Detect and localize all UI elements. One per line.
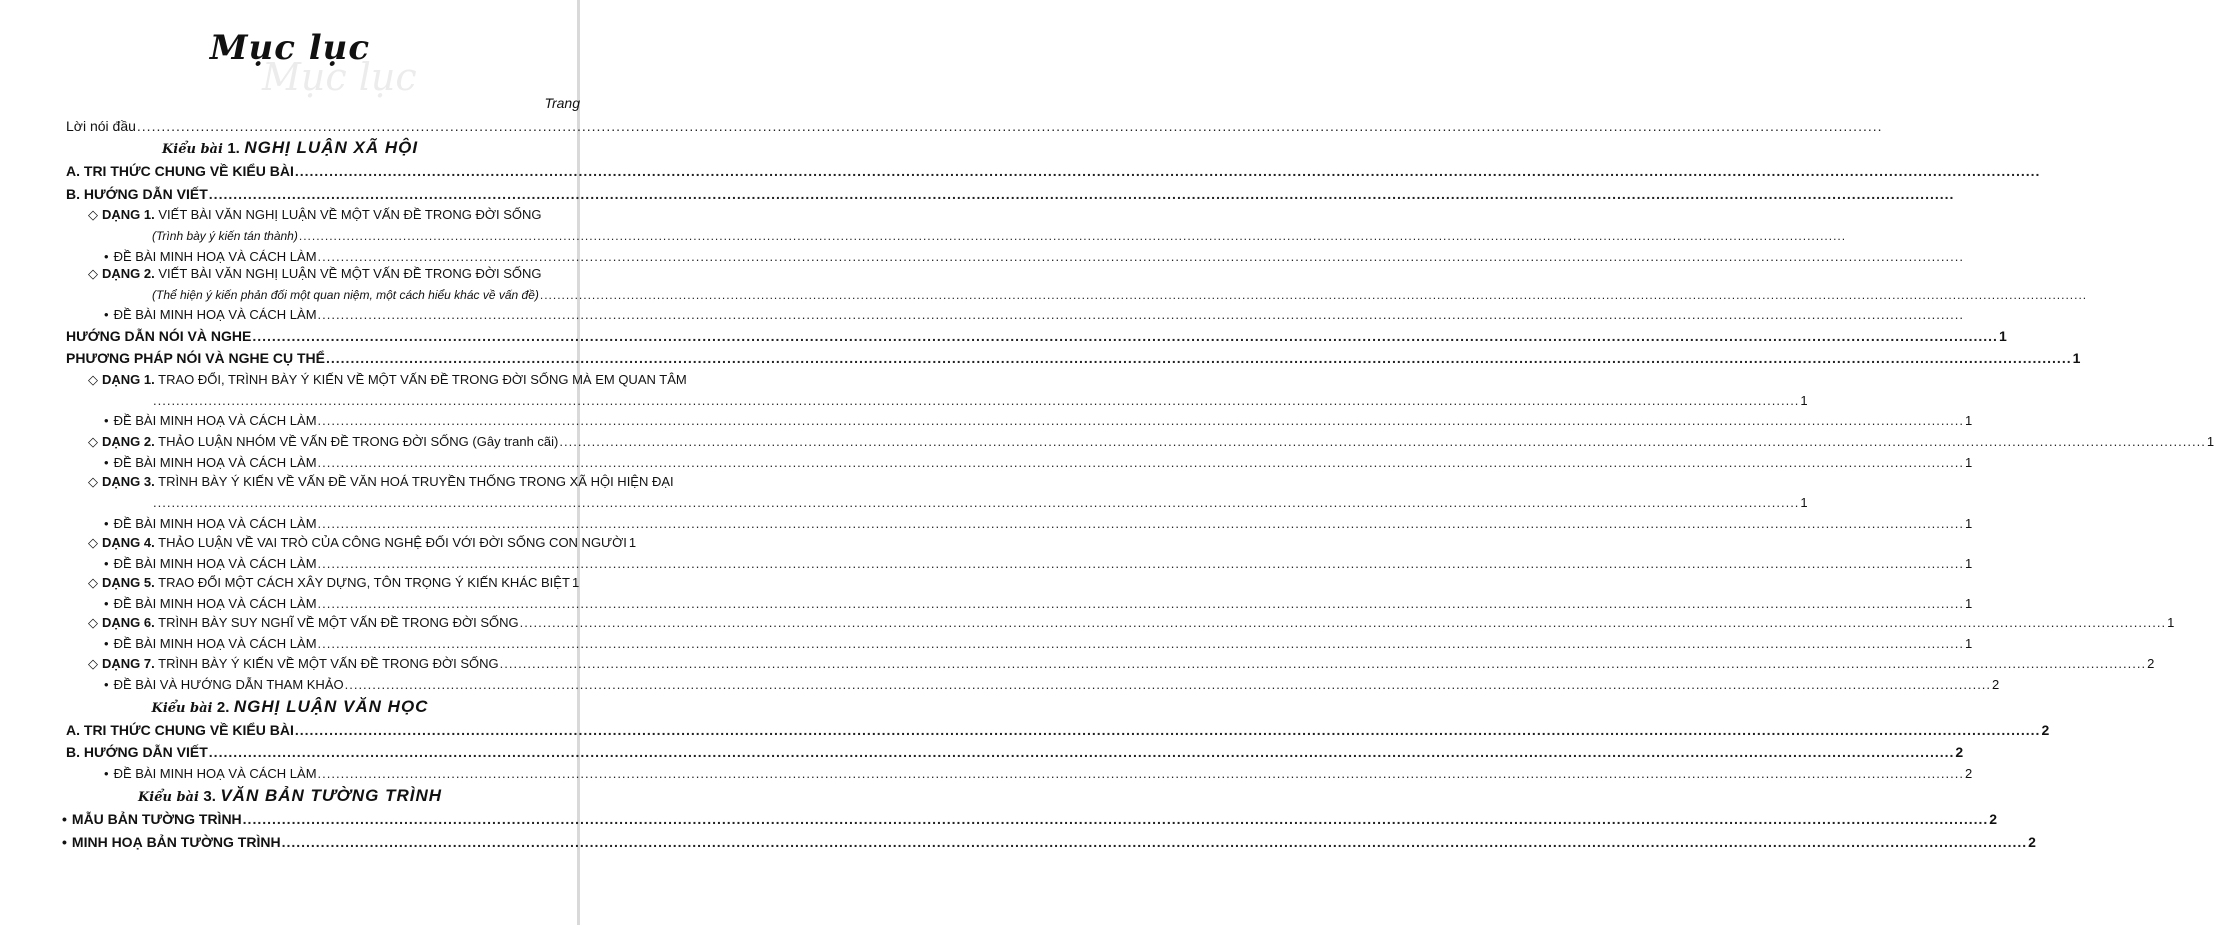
toc-entry[interactable]: • MINH HOẠ BẢN TƯỜNG TRÌNH ..... 2 (62, 834, 580, 850)
toc-entry[interactable]: • ĐỀ BÀI MINH HOẠ VÀ CÁCH LÀM ..... 2 (104, 766, 580, 781)
toc-entry-continuation[interactable]: ..... 1 (152, 393, 580, 408)
toc-entry[interactable]: A. TRI THỨC CHUNG VỀ KIỂU BÀI ..... 2 (66, 722, 580, 738)
toc-entry[interactable]: • ĐỀ BÀI MINH HOẠ VÀ CÁCH LÀM ..... (104, 249, 580, 264)
bullet-icon: • (104, 556, 109, 571)
diamond-bullet-icon: ◇ (88, 434, 98, 449)
toc-entry[interactable]: ◇ DẠNG 7. TRÌNH BÀY Ý KIẾN VỀ MỘT VẤN ĐỀ TRONG ĐỜI SỐNG ..... 2 (88, 656, 580, 672)
toc-entry[interactable]: • ĐỀ BÀI MINH HOẠ VÀ CÁCH LÀM ..... 1 (104, 413, 580, 428)
toc-entry-note[interactable]: (Thể hiện ý kiến phản đối một quan niệm, một cách hiểu khác về vấn đề) ..... (152, 288, 580, 302)
diamond-bullet-icon: ◇ (88, 615, 98, 630)
bullet-icon: • (104, 249, 109, 264)
bullet-icon: • (104, 636, 109, 651)
toc-entry[interactable]: ◇ DẠNG 2. VIẾT BÀI VĂN NGHỊ LUẬN VỀ MỘT VẤN ĐỀ TRONG ĐỜI SỐNG (88, 266, 542, 281)
diamond-bullet-icon: ◇ (88, 535, 98, 550)
toc-entry[interactable]: PHƯƠNG PHÁP NÓI VÀ NGHE CỤ THỂ ..... 1 (66, 350, 580, 366)
diamond-bullet-icon: ◇ (88, 656, 98, 671)
ghost-title: Mục lục (262, 55, 417, 99)
toc-entry[interactable]: A. TRI THỨC CHUNG VỀ KIỂU BÀI ..... (66, 163, 580, 179)
page-column-label: Trang (544, 95, 580, 111)
bullet-icon: • (62, 834, 67, 850)
toc-entry[interactable]: • ĐỀ BÀI MINH HOẠ VÀ CÁCH LÀM ..... 1 (104, 596, 580, 611)
page-title: Mục lục (209, 28, 371, 68)
toc-entry[interactable]: ◇ DẠNG 2. THẢO LUẬN NHÓM VỀ VẤN ĐỀ TRONG ĐỜI SỐNG (Gây tranh cãi) ..... 1 (88, 434, 580, 450)
toc-entry-continuation[interactable]: ..... 1 (152, 495, 580, 510)
section-heading-3: Kiểu bài 3. VĂN BẢN TƯỜNG TRÌNH (137, 786, 443, 805)
section-heading-2: Kiểu bài 2. NGHỊ LUẬN VĂN HỌC (151, 697, 429, 716)
bullet-icon: • (62, 811, 67, 827)
toc-entry[interactable]: ◇ DẠNG 4. THẢO LUẬN VỀ VAI TRÒ CỦA CÔNG NGHỆ ĐỐI VỚI ĐỜI SỐNG CON NGƯỜI 1 (88, 535, 637, 550)
toc-entry[interactable]: B. HƯỚNG DẪN VIẾT ..... (66, 186, 580, 202)
toc-entry[interactable]: • ĐỀ BÀI MINH HOẠ VÀ CÁCH LÀM ..... 1 (104, 516, 580, 531)
toc-entry[interactable]: • ĐỀ BÀI MINH HOẠ VÀ CÁCH LÀM ..... 1 (104, 556, 580, 571)
toc-entry-label: Lời nói đầu (66, 118, 136, 134)
diamond-bullet-icon: ◇ (88, 266, 98, 281)
diamond-bullet-icon: ◇ (88, 372, 98, 387)
bullet-icon: • (104, 307, 109, 322)
toc-entry[interactable]: ◇ DẠNG 1. VIẾT BÀI VĂN NGHỊ LUẬN VỀ MỘT VẤN ĐỀ TRONG ĐỜI SỐNG (88, 207, 542, 222)
toc-entry[interactable]: ◇ DẠNG 5. TRAO ĐỔI MỘT CÁCH XÂY DỰNG, TÔN TRỌNG Ý KIẾN KHÁC BIỆT ..... 1 (88, 575, 580, 591)
toc-entry[interactable]: • ĐỀ BÀI MINH HOẠ VÀ CÁCH LÀM ..... (104, 307, 580, 322)
toc-entry[interactable]: • MẪU BẢN TƯỜNG TRÌNH ..... 2 (62, 811, 580, 827)
bullet-icon: • (104, 677, 109, 692)
toc-entry[interactable]: • ĐỀ BÀI MINH HOẠ VÀ CÁCH LÀM ..... 1 (104, 636, 580, 651)
bullet-icon: • (104, 413, 109, 428)
bullet-icon: • (104, 596, 109, 611)
toc-entry[interactable]: ◇ DẠNG 6. TRÌNH BÀY SUY NGHĨ VỀ MỘT VẤN ĐỀ TRONG ĐỜI SỐNG ..... 1 (88, 615, 580, 631)
section-heading-1: Kiểu bài 1. NGHỊ LUẬN XÃ HỘI (161, 138, 419, 157)
bullet-icon: • (104, 516, 109, 531)
diamond-bullet-icon: ◇ (88, 207, 98, 222)
toc-entry[interactable]: ◇ DẠNG 1. TRAO ĐỔI, TRÌNH BÀY Ý KIẾN VỀ MỘT VẤN ĐỀ TRONG ĐỜI SỐNG MÀ EM QUAN TÂM (88, 372, 687, 387)
toc-entry[interactable]: • ĐỀ BÀI VÀ HƯỚNG DẪN THAM KHẢO ..... 2 (104, 677, 580, 692)
diamond-bullet-icon: ◇ (88, 575, 98, 590)
toc-entry-foreword[interactable] (66, 118, 580, 134)
toc-entry[interactable]: B. HƯỚNG DẪN VIẾT ..... 2 (66, 744, 580, 760)
diamond-bullet-icon: ◇ (88, 474, 98, 489)
toc-entry[interactable]: • ĐỀ BÀI MINH HOẠ VÀ CÁCH LÀM ..... 1 (104, 455, 580, 470)
bullet-icon: • (104, 455, 109, 470)
toc-entry[interactable]: HƯỚNG DẪN NÓI VÀ NGHE ..... 1 (66, 328, 580, 344)
toc-entry-note[interactable]: (Trình bày ý kiến tán thành) ..... (152, 229, 580, 243)
bullet-icon: • (104, 766, 109, 781)
toc-entry[interactable]: ◇ DẠNG 3. TRÌNH BÀY Ý KIẾN VỀ VẤN ĐỀ VĂN HOÁ TRUYỀN THỐNG TRONG XÃ HỘI HIỆN ĐẠI (88, 474, 674, 489)
